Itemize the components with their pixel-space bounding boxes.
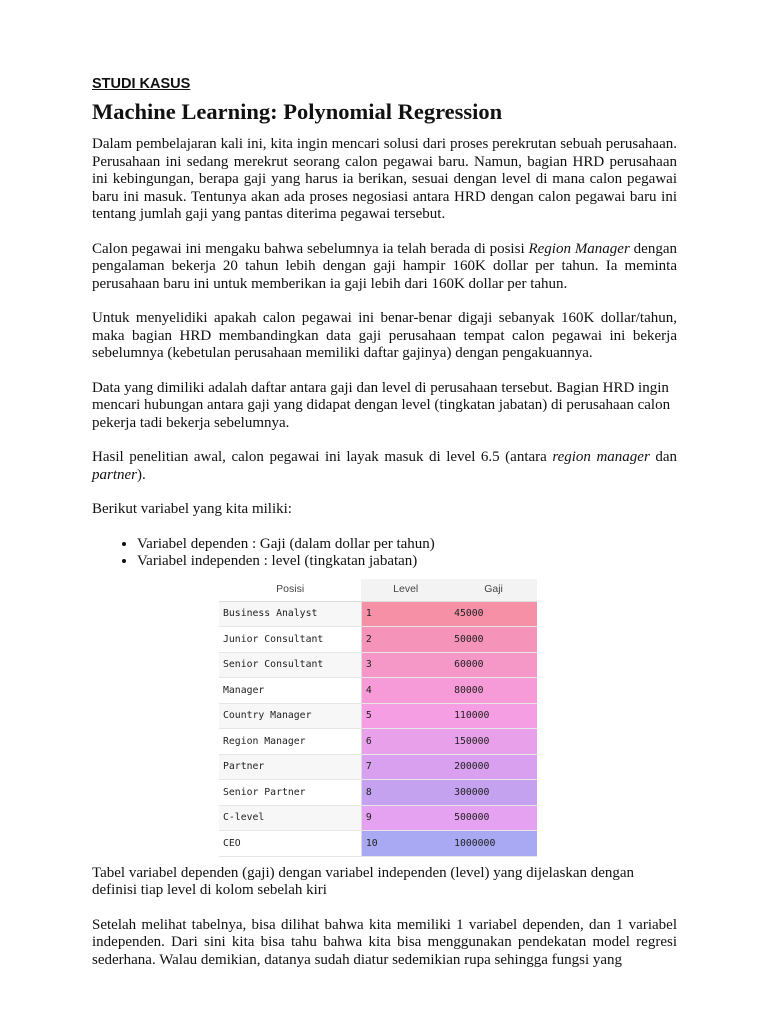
cell-gaji: 45000	[450, 601, 537, 627]
cell-gaji: 110000	[450, 703, 537, 729]
column-header-posisi: Posisi	[219, 579, 361, 602]
cell-level: 10	[361, 831, 450, 857]
column-header-gaji: Gaji	[450, 579, 537, 602]
cell-level: 7	[361, 754, 450, 780]
emphasis-region-manager: Region Manager	[528, 240, 630, 257]
cell-gaji: 500000	[450, 805, 537, 831]
paragraph-claim-text: Calon pegawai ini mengaku bahwa sebelumnya ia telah berada di posisi	[92, 240, 529, 257]
table-row	[219, 678, 537, 704]
cell-gaji: 80000	[450, 678, 537, 704]
column-header-level: Level	[361, 579, 450, 602]
table-body	[219, 601, 537, 856]
cell-level: 2	[361, 627, 450, 653]
table-row	[219, 703, 537, 729]
cell-level: 4	[361, 678, 450, 704]
paragraph-claim-text-end: dengan pengalaman bekerja 20 tahun lebih dengan gaji hampir 160K dollar per tahun. Ia meminta perusahaan baru ini untuk memberikan ia gaji lebih dari 160K dollar per tahun.	[92, 240, 677, 292]
body-text	[92, 136, 677, 986]
cell-level: 8	[361, 780, 450, 806]
cell-gaji: 200000	[450, 754, 537, 780]
table-caption: Tabel variabel dependen (gaji) dengan variabel independen (level) yang dijelaskan dengan definisi tiap level di kolom sebelah kiri	[92, 864, 635, 898]
salary-table	[219, 579, 537, 857]
cell-level: 3	[361, 652, 450, 678]
cell-posisi: Partner	[219, 754, 361, 780]
cell-posisi: Manager	[219, 678, 361, 704]
cell-level: 6	[361, 729, 450, 755]
page-title: Machine Learning: Polynomial Regression	[92, 99, 503, 124]
table-row	[219, 780, 537, 806]
cell-gaji: 50000	[450, 627, 537, 653]
table-row	[219, 805, 537, 831]
table-row	[219, 601, 537, 627]
cell-gaji: 300000	[450, 780, 537, 806]
cell-gaji: 150000	[450, 729, 537, 755]
section-kicker: STUDI KASUS	[92, 76, 191, 92]
list-item: • Variabel dependen : Gaji (dalam dollar per tahun)	[137, 536, 677, 554]
paragraph-result	[92, 449, 677, 484]
emphasis-region-manager-2: region manager	[552, 449, 650, 465]
table-row	[219, 729, 537, 755]
cell-gaji: 60000	[450, 652, 537, 678]
paragraph-conclusion: Setelah melihat tabelnya, bisa dilihat bahwa kita memiliki 1 variabel dependen, dan 1 variabel independen. Dari sini kita bisa tahu bahwa kita bisa menggunakan pendekatan model regresi sederhana. Walau demikian, datanya sudah diatur sedemikian rupa sehingga fungsi yang	[92, 916, 677, 968]
cell-posisi: C-level	[219, 805, 361, 831]
cell-posisi: Senior Consultant	[219, 652, 361, 678]
cell-level: 5	[361, 703, 450, 729]
cell-posisi: CEO	[219, 831, 361, 857]
paragraph-result-end: ).	[137, 466, 146, 483]
cell-level: 1	[361, 601, 450, 627]
cell-posisi: Business Analyst	[219, 601, 361, 627]
cell-posisi: Junior Consultant	[219, 627, 361, 653]
paragraph-data: Data yang dimiliki adalah daftar antara gaji dan level di perusahaan tersebut. Bagian HRD ingin mencari hubungan antara gaji yang didapat dengan level (tingkatan jabatan) di perusahaan calon pekerja tadi bekerja sebelumnya.	[92, 379, 671, 431]
emphasis-partner: partner	[92, 466, 137, 483]
variables-list	[92, 536, 677, 571]
paragraph-intro: Dalam pembelajaran kali ini, kita ingin mencari solusi dari proses perekrutan sebuah perusahaan. Perusahaan ini sedang merekrut seorang calon pegawai baru. Namun, bagian HRD perusahaan ini kebingungan, berapa gaji yang harus ia berikan, sesuai dengan level di mana calon pegawai baru ini masuk. Tentunya akan ada proses negosiasi antara HRD dengan calon pegawai baru ini tentang jumlah gaji yang pantas diterima pegawai tersebut.	[92, 136, 677, 222]
table-header-row	[219, 579, 537, 602]
paragraph-variables-intro: Berikut variabel yang kita miliki:	[92, 501, 292, 517]
cell-gaji: 1000000	[450, 831, 537, 857]
paragraph-result-text: Hasil penelitian awal, calon pegawai ini layak masuk di level 6.5 (antara	[92, 449, 553, 465]
table-row	[219, 627, 537, 653]
table-row	[219, 652, 537, 678]
table-row	[219, 831, 537, 857]
salary-table-image	[219, 579, 537, 857]
cell-posisi: Region Manager	[219, 729, 361, 755]
cell-posisi: Senior Partner	[219, 780, 361, 806]
paragraph-result-mid: dan	[649, 449, 677, 465]
table-row	[219, 754, 537, 780]
paragraph-investigation: Untuk menyelidiki apakah calon pegawai ini benar-benar digaji sebanyak 160K dollar/tahun, maka bagian HRD membandingkan data gaji perusahaan tempat calon pegawai ini bekerja sebelumnya (kebetulan perusahaan memiliki daftar gajinya) dengan pengakuannya.	[92, 310, 677, 361]
list-item: • Variabel independen : level (tingkatan jabatan)	[137, 553, 677, 571]
cell-level: 9	[361, 805, 450, 831]
cell-posisi: Country Manager	[219, 703, 361, 729]
paragraph-claim	[92, 241, 677, 294]
